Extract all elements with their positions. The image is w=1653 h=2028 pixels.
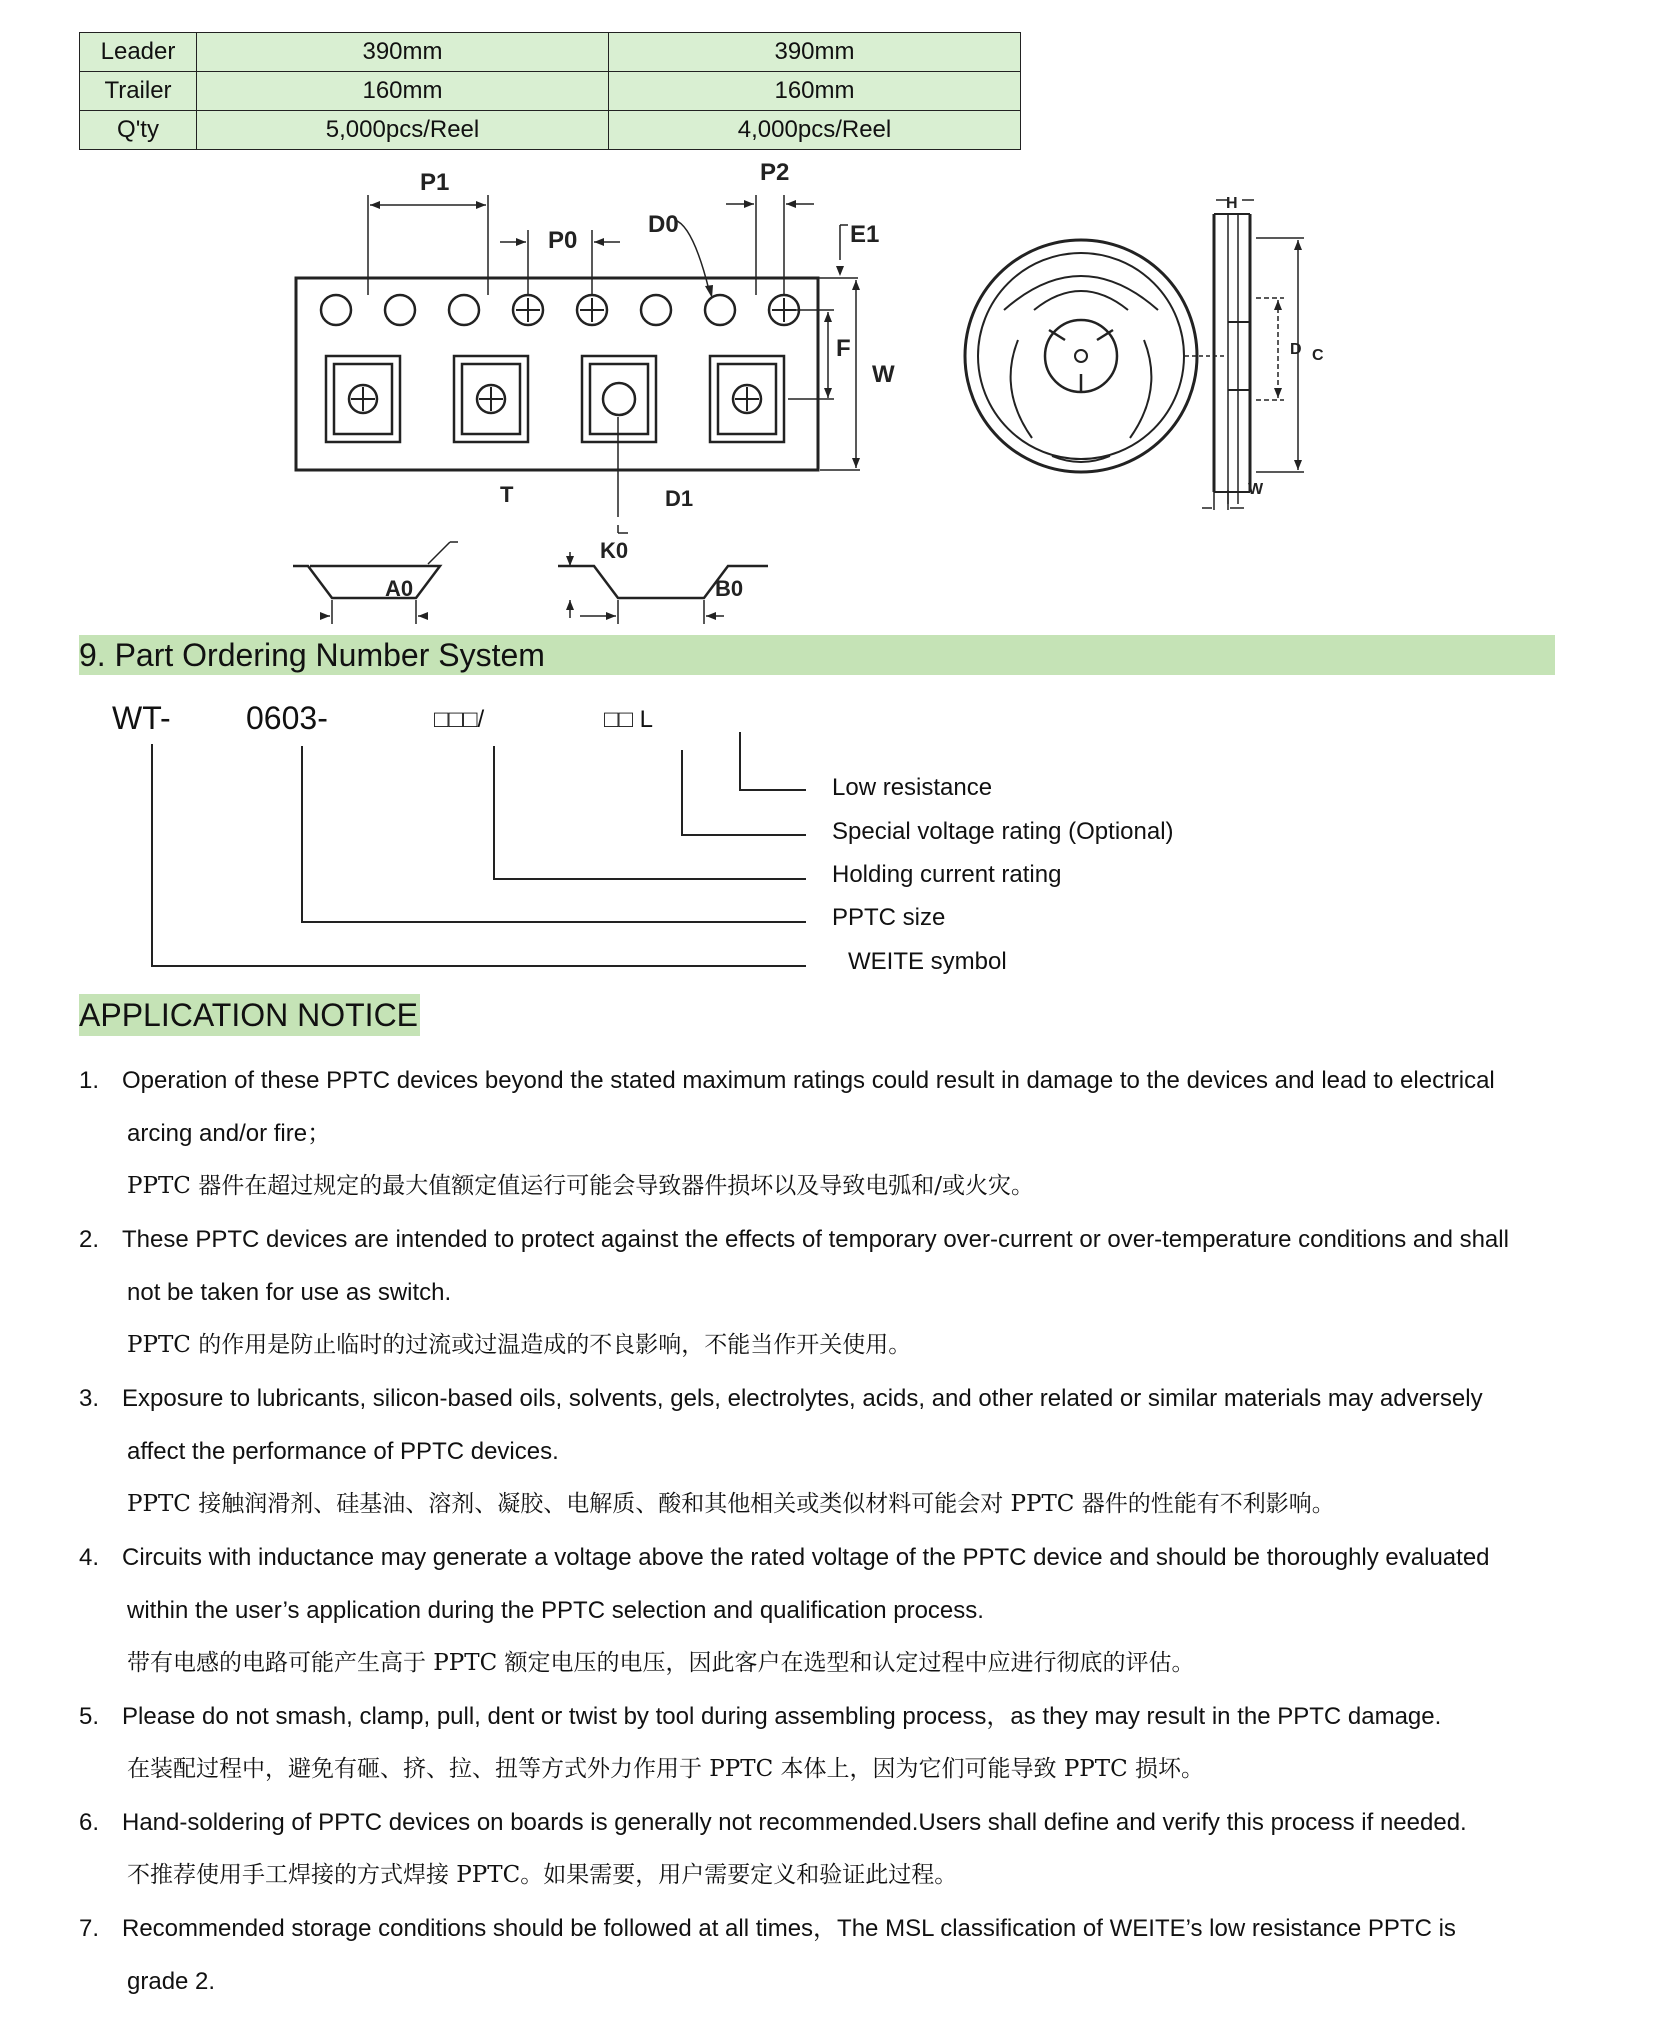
table-row (80, 33, 1021, 72)
desc-holding-current: Holding current rating (832, 861, 1062, 888)
table-cell: Leader (80, 33, 197, 72)
code-prefix: WT- (112, 700, 171, 736)
notice-text: grade 2. (127, 1968, 216, 1995)
notice-text: not be taken for use as switch. (127, 1279, 452, 1306)
notice-number: 3. (79, 1385, 100, 1412)
label-p2: P2 (760, 159, 790, 186)
notice-text-cn: 带有电感的电路可能产生高于 PPTC 额定电压的电压，因此客户在选型和认定过程中应进行彻底的评估。 (127, 1650, 1195, 1676)
notice-text: Circuits with inductance may generate a voltage above the rated voltage of the PPTC device and should be thoroughly evaluated (122, 1544, 1490, 1571)
notice-text: arcing and/or fire； (127, 1120, 332, 1147)
notice-text: These PPTC devices are intended to protect against the effects of temporary over-current or over-temperature conditions and shall (122, 1226, 1509, 1253)
label-p1: P1 (420, 169, 450, 196)
notice-item (79, 1372, 1599, 1531)
label-t: T (500, 482, 514, 507)
part-ordering-diagram (0, 690, 1653, 990)
notice-text: Please do not smash, clamp, pull, dent or twist by tool during assembling process，as they may result in the PPTC damage. (122, 1703, 1442, 1730)
desc-pptc-size: PPTC size (832, 904, 946, 931)
label-k0: K0 (600, 538, 629, 563)
notice-text: Hand-soldering of PPTC devices on boards is generally not recommended.Users shall define and verify this process if needed. (122, 1809, 1467, 1836)
section-heading-application-notice: APPLICATION NOTICE (79, 994, 420, 1036)
notice-item (79, 1690, 1599, 1796)
notice-text-cn: 在装配过程中，避免有砸、挤、拉、扭等方式外力作用于 PPTC 本体上，因为它们可能导致 PPTC 损坏。 (127, 1756, 1205, 1782)
code-voltage: □□ L (604, 706, 654, 733)
table-cell: 390mm (197, 33, 609, 72)
notice-item (79, 1902, 1599, 2008)
notice-number: 4. (79, 1544, 100, 1571)
notice-text: Operation of these PPTC devices beyond the stated maximum ratings could result in damage to the devices and lead to electrical (122, 1067, 1495, 1094)
notice-item (79, 1531, 1599, 1690)
label-a0: A0 (385, 576, 414, 601)
notice-number: 6. (79, 1809, 100, 1836)
notice-number: 5. (79, 1703, 100, 1730)
notice-text-cn: 不推荐使用手工焊接的方式焊接 PPTC。如果需要，用户需要定义和验证此过程。 (127, 1862, 958, 1888)
label-h: H (1226, 195, 1238, 212)
table-cell: 390mm (609, 33, 1021, 72)
notice-number: 1. (79, 1067, 100, 1094)
notice-item (79, 1796, 1599, 1902)
notice-text: affect the performance of PPTC devices. (127, 1438, 559, 1465)
desc-special-voltage: Special voltage rating (Optional) (832, 818, 1174, 845)
desc-low-resistance: Low resistance (832, 774, 993, 801)
table-cell: Q'ty (80, 111, 197, 150)
desc-weite-symbol: WEITE symbol (848, 948, 1007, 975)
code-current: □□□/ (434, 706, 485, 733)
carrier-tape-drawing (280, 159, 895, 620)
reel-drawing (960, 190, 1380, 510)
ordering-leader-lines (0, 690, 1653, 990)
label-e1: E1 (850, 221, 880, 248)
label-w-reel: W (1248, 481, 1264, 498)
notice-number: 7. (79, 1915, 100, 1942)
notice-text: within the user’s application during the PPTC selection and qualification process. (127, 1597, 984, 1624)
label-d: D (1290, 341, 1302, 358)
table-row (80, 72, 1021, 111)
section-heading-part-ordering: 9. Part Ordering Number System (79, 635, 1555, 675)
reel-spec-table (79, 32, 1021, 150)
label-f: F (836, 335, 851, 362)
table-cell: 4,000pcs/Reel (609, 111, 1021, 150)
table-cell: 5,000pcs/Reel (197, 111, 609, 150)
notice-item (79, 1213, 1599, 1372)
label-d1: D1 (665, 486, 694, 511)
notice-item (79, 1054, 1599, 1213)
notice-number: 2. (79, 1226, 100, 1253)
label-w: W (872, 361, 895, 388)
notice-text-cn: PPTC 器件在超过规定的最大值额定值运行可能会导致器件损坏以及导致电弧和/或火灾。 (127, 1173, 1034, 1199)
label-d0: D0 (648, 211, 679, 238)
table-row (80, 111, 1021, 150)
label-p0: P0 (548, 227, 578, 254)
label-c: C (1312, 347, 1324, 364)
notice-text-cn: PPTC 接触润滑剂、硅基油、溶剂、凝胶、电解质、酸和其他相关或类似材料可能会对 PPTC 器件的性能有不利影响。 (127, 1491, 1335, 1517)
table-cell: 160mm (197, 72, 609, 111)
label-b0: B0 (715, 576, 744, 601)
notice-text-cn: PPTC 的作用是防止临时的过流或过温造成的不良影响，不能当作开关使用。 (127, 1332, 912, 1358)
code-size: 0603- (246, 700, 328, 736)
notice-text: Exposure to lubricants, silicon-based oils, solvents, gels, electrolytes, acids, and other related or similar materials may adversely (122, 1385, 1483, 1412)
notice-text: Recommended storage conditions should be followed at all times，The MSL classification of WEITE’s low resistance PPTC is (122, 1915, 1456, 1942)
table-cell: 160mm (609, 72, 1021, 111)
table-cell: Trailer (80, 72, 197, 111)
notice-list (79, 1054, 1599, 2008)
